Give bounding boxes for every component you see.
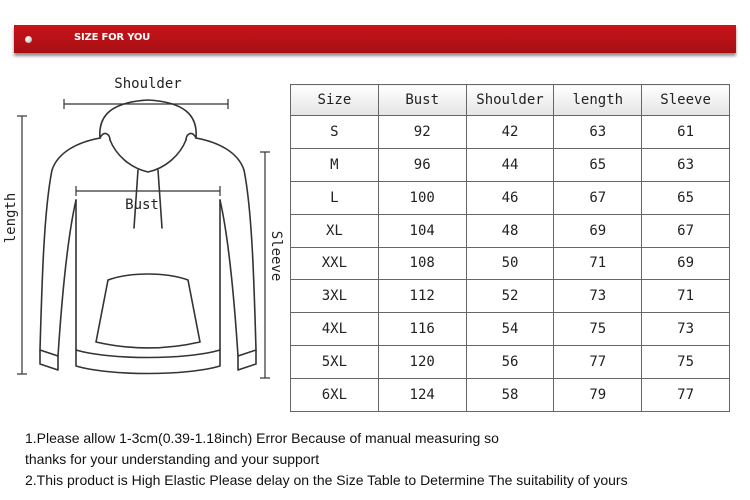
shoulder-label: Shoulder	[114, 76, 182, 92]
table-cell: 63	[642, 148, 730, 181]
table-cell: M	[291, 148, 379, 181]
note-line-1: 1.Please allow 1-3cm(0.39-1.18inch) Error Because of manual measuring so	[25, 430, 499, 446]
table-cell: XL	[291, 214, 379, 247]
table-row	[291, 148, 730, 181]
table-cell: 67	[554, 181, 642, 214]
length-label: length	[3, 192, 19, 244]
column-header-length: length	[554, 85, 642, 116]
note-line-3: 2.This product is High Elastic Please delay on the Size Table to Determine The suitability of yours	[25, 472, 628, 488]
table-cell: 65	[554, 148, 642, 181]
table-cell: S	[291, 116, 379, 149]
table-cell: 58	[466, 379, 554, 412]
table-cell: 108	[378, 247, 466, 280]
length-arrow	[17, 116, 27, 374]
table-cell: 63	[554, 116, 642, 149]
table-cell: 73	[554, 280, 642, 313]
table-cell: 104	[378, 214, 466, 247]
table-row	[291, 280, 730, 313]
table-cell: 42	[466, 116, 554, 149]
table-cell: L	[291, 181, 379, 214]
hoodie-outline-icon	[40, 100, 256, 374]
hoodie-measurement-diagram	[0, 60, 290, 400]
size-table	[290, 84, 730, 412]
table-cell: 96	[378, 148, 466, 181]
note-line-2: thanks for your understanding and your support	[25, 451, 320, 467]
table-cell: 46	[466, 181, 554, 214]
table-row	[291, 379, 730, 412]
table-cell: 56	[466, 346, 554, 379]
table-cell: 79	[554, 379, 642, 412]
header-banner	[14, 25, 736, 53]
table-row	[291, 181, 730, 214]
table-cell: 71	[642, 280, 730, 313]
table-cell: 116	[378, 313, 466, 346]
table-cell: 120	[378, 346, 466, 379]
table-cell: 124	[378, 379, 466, 412]
table-row	[291, 247, 730, 280]
banner-title: SIZE FOR YOU	[74, 32, 151, 43]
table-cell: 71	[554, 247, 642, 280]
size-notes	[25, 428, 740, 491]
table-row	[291, 313, 730, 346]
table-row	[291, 116, 730, 149]
table-cell: 73	[642, 313, 730, 346]
table-cell: 77	[642, 379, 730, 412]
table-header-row	[291, 85, 730, 116]
table-cell: 52	[466, 280, 554, 313]
table-cell: 6XL	[291, 379, 379, 412]
table-cell: 69	[642, 247, 730, 280]
table-cell: 100	[378, 181, 466, 214]
table-cell: 92	[378, 116, 466, 149]
table-row	[291, 346, 730, 379]
table-cell: 75	[554, 313, 642, 346]
table-cell: 75	[642, 346, 730, 379]
table-cell: XXL	[291, 247, 379, 280]
table-cell: 77	[554, 346, 642, 379]
table-cell: 69	[554, 214, 642, 247]
table-cell: 112	[378, 280, 466, 313]
table-row	[291, 214, 730, 247]
sleeve-label: Sleeve	[268, 230, 284, 282]
table-cell: 50	[466, 247, 554, 280]
table-cell: 65	[642, 181, 730, 214]
table-cell: 67	[642, 214, 730, 247]
bust-arrow	[76, 186, 220, 196]
column-header-bust: Bust	[378, 85, 466, 116]
bullet-dot-icon	[25, 36, 32, 43]
table-cell: 5XL	[291, 346, 379, 379]
table-cell: 61	[642, 116, 730, 149]
table-cell: 48	[466, 214, 554, 247]
column-header-shoulder: Shoulder	[466, 85, 554, 116]
table-cell: 4XL	[291, 313, 379, 346]
column-header-size: Size	[291, 85, 379, 116]
column-header-sleeve: Sleeve	[642, 85, 730, 116]
bust-label: Bust	[125, 197, 159, 213]
table-cell: 3XL	[291, 280, 379, 313]
table-cell: 54	[466, 313, 554, 346]
table-cell: 44	[466, 148, 554, 181]
